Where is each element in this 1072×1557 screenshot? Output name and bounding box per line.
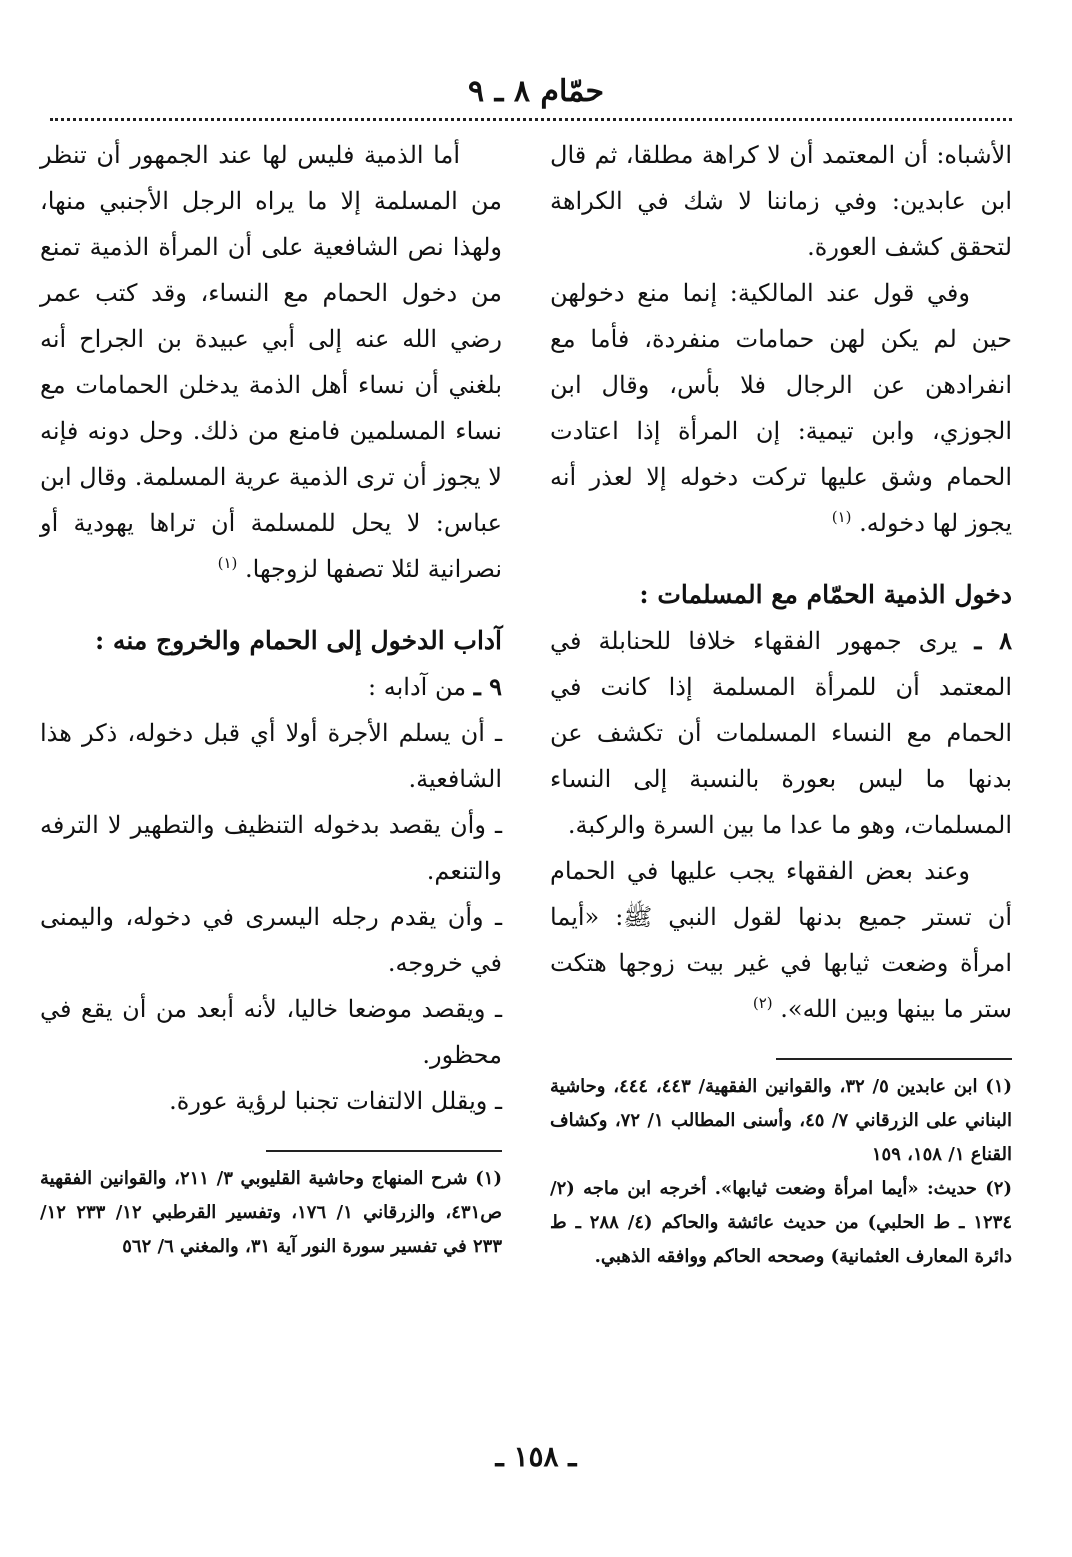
- section-8-paragraph: [550, 618, 1012, 848]
- paragraph-dhimmiya-text: أما الذمية فليس لها عند الجمهور أن تنظر من المسلمة إلا ما يراه الرجل الأجنبي منها، ولهذا نص الشافعية على أن المرأة الذمية تمنع من دخول الحمام مع النساء، وقد كتب عمر رضي الله عنه إلى أبي عبيدة بن الجراح أنه بلغني أن نساء أهل الذمة يدخلن الحمامات مع نساء المسلمين فامنع من ذلك. وحل دونه فإنه لا يجوز أن ترى الذمية عرية المسلمة. وقال ابن عباس: لا يحل للمسلمة أن تراها يهودية أو نصرانية لئلا تصفها لزوجها.: [40, 141, 502, 583]
- section-8-paragraph-2: [550, 848, 1012, 1032]
- page-number: ـ ١٥٨ ـ: [495, 1440, 577, 1473]
- header-dotted-rule: [50, 118, 1012, 121]
- left-column: [40, 132, 502, 1264]
- list-item: ـ ويقصد موضعا خاليا، لأنه أبعد من أن يقع في محظور.: [40, 995, 502, 1069]
- section-number-8: ٨ ـ: [974, 626, 1013, 655]
- footnotes-left: [40, 1162, 502, 1264]
- paragraph-ashbah: الأشباه: أن المعتمد أن لا كراهة مطلقا، ثم قال ابن عابدين: وفي زماننا لا شك في الكراهة لتحقق كشف العورة.: [550, 141, 1012, 261]
- right-column: [550, 132, 1012, 1274]
- footnote-1: (١) ابن عابدين ٥/ ٣٢، والقوانين الفقهية/ ٤٤٣، ٤٤٤، وحاشية البناني على الزرقاني ٧/ ٤٥، وأسنى المطالب ١/ ٧٢، وكشاف القناع ١/ ١٥٨، ١٥٩: [550, 1076, 1013, 1165]
- section-heading-dhimmiya: دخول الذمية الحمّام مع المسلمات :: [639, 580, 1012, 609]
- list-item: ـ ويقلل الالتفات تجنبا لرؤية عورة.: [169, 1087, 502, 1115]
- running-header: حمّام ٨ ـ ٩: [468, 74, 604, 109]
- section-heading-adab: آداب الدخول إلى الحمام والخروج منه :: [95, 626, 502, 655]
- section-8-p2-text: وعند بعض الفقهاء يجب عليها في الحمام أن تستر جميع بدنها لقول النبي ﷺ: «أيما امرأة وضعت ثيابها في غير بيت زوجها هتكت ستر ما بينها وبين الله».: [550, 857, 1013, 1023]
- paragraph-malikiya: [550, 270, 1012, 546]
- footnote-1: (١) شرح المنهاج وحاشية القليوبي ٣/ ٢١١، والقوانين الفقهية ص٤٣١، والزرقاني ١/ ١٧٦، وتفسير القرطبي ١٢/ ٢٣٣ ١٢/ ٢٣٣ في تفسير سورة النور آية ٣١، والمغني ٦/ ٥٦٢: [40, 1168, 503, 1257]
- list-item: ـ أن يسلم الأجرة أولا أي قبل دخوله، ذكر هذا الشافعية.: [40, 719, 502, 793]
- footnote-2: (٢) حديث: «أيما امرأة وضعت ثيابها». أخرجه ابن ماجه (٢/ ١٢٣٤ ـ ط الحلبي) من حديث عائشة والحاكم (٤/ ٢٨٨ ـ ط دائرة المعارف العثمانية) وصححه الحاكم ووافقه الذهبي.: [550, 1178, 1012, 1267]
- list-item: ـ وأن يقدم رجله اليسرى في دخوله، واليمنى في خروجه.: [40, 903, 502, 977]
- section-number-9: ٩ ـ: [473, 672, 502, 701]
- footnote-ref: (١): [831, 508, 852, 526]
- section-9-intro-text: من آدابه :: [368, 673, 467, 701]
- footnote-ref: (١): [217, 554, 238, 572]
- paragraph-malikiya-text: وفي قول عند المالكية: إنما منع دخولهن حين لم يكن لهن حمامات منفردة، فأما مع انفرادهن عن الرجال فلا بأس، وقال ابن الجوزي، وابن تيمية: إن المرأة إذا اعتادت الحمام وشق عليها تركت دخوله إلا لعذر أنه يجوز لها دخوله.: [550, 279, 1012, 537]
- paragraph-dhimmiya: [40, 132, 502, 592]
- section-9-intro: [40, 664, 502, 710]
- section-8-text: يرى جمهور الفقهاء خلافا للحنابلة في المعتمد أن للمرأة المسلمة إذا كانت في الحمام مع النساء المسلمات أن تكشف عن بدنها ما ليس بعورة بالنسبة إلى النساء المسلمات، وهو ما عدا ما بين السرة والركبة.: [550, 627, 1012, 839]
- footnote-rule: [776, 1058, 1012, 1060]
- footnote-ref: (٢): [752, 994, 773, 1012]
- footnotes-right: [550, 1070, 1012, 1274]
- list-item: ـ وأن يقصد بدخوله التنظيف والتطهير لا الترفه والتنعم.: [40, 811, 502, 885]
- footnote-rule: [266, 1150, 502, 1152]
